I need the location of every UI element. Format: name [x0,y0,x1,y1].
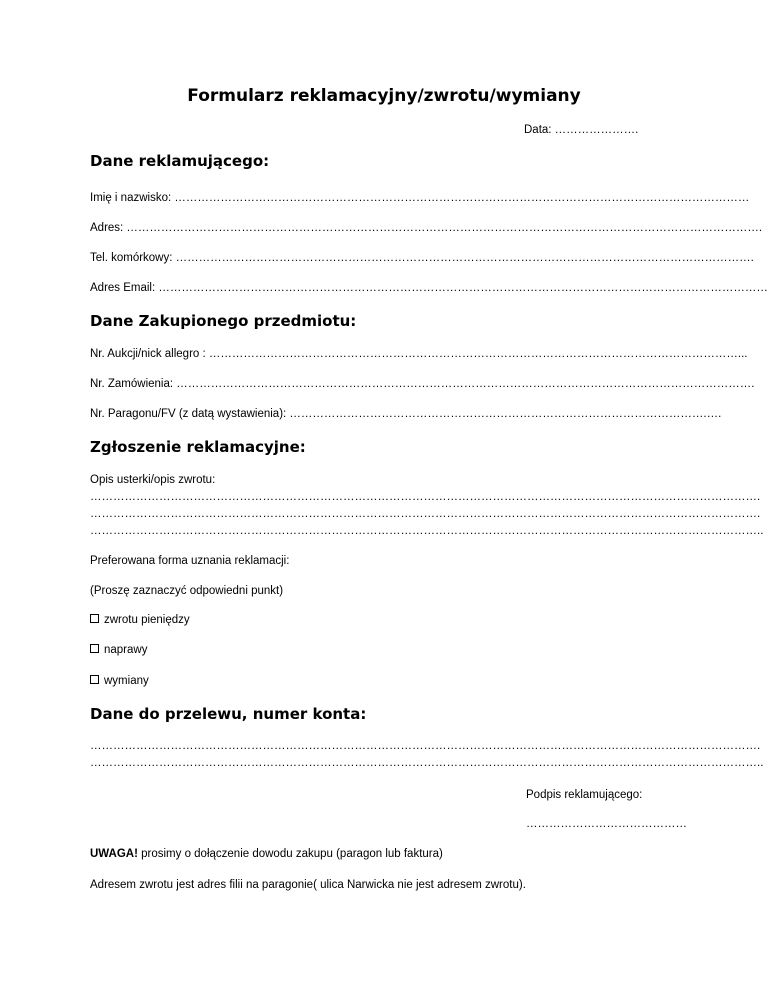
return-address-note: Adresem zwrotu jest adres filii na paragonie( ulica Narwicka nie jest adresem zwrotu). [90,879,526,891]
form-title: Formularz reklamacyjny/zwrotu/wymiany [187,86,581,106]
option-refund-label: zwrotu pieniędzy [104,614,190,626]
option-repair[interactable] [90,644,147,656]
signature-field[interactable]: …………………………………… [526,818,687,830]
checkbox-icon[interactable] [90,644,99,653]
section-heading-complaint: Zgłoszenie reklamacyjne: [90,438,306,456]
option-exchange[interactable] [90,675,149,687]
preferred-form-label: Preferowana forma uznania reklamacji: [90,555,290,567]
notice [90,848,443,860]
address-field[interactable]: Adres: …………………………………………………………………………………………………………………………………………………. [90,222,763,234]
account-line-2[interactable]: ………………………………………………………………………………………………………………………………………………………….. [90,757,764,769]
section-heading-claimant: Dane reklamującego: [90,152,270,170]
description-line-2[interactable]: …………………………………………………………………………………………………………………………………………………………. [90,508,761,520]
date-field[interactable]: Data: …………………. [524,124,639,136]
signature-label: Podpis reklamującego: [526,789,643,801]
option-refund[interactable] [90,614,190,626]
instruction-text: (Proszę zaznaczyć odpowiedni punkt) [90,585,284,597]
account-line-1[interactable]: …………………………………………………………………………………………………………………………………………………………. [90,740,761,752]
description-line-3[interactable]: ………………………………………………………………………………………………………………………………………………………….. [90,525,764,537]
name-field[interactable]: Imię i nazwisko: …………………………………………………………………………………………………………………………………… [90,192,750,204]
description-label: Opis usterki/opis zwrotu: [90,474,216,486]
checkbox-icon[interactable] [90,614,99,623]
checkbox-icon[interactable] [90,675,99,684]
notice-strong: UWAGA! [90,848,138,860]
notice-text: prosimy o dołączenie dowodu zakupu (paragon lub faktura) [137,848,443,860]
section-heading-product: Dane Zakupionego przedmiotu: [90,312,357,330]
section-heading-transfer: Dane do przelewu, numer konta: [90,705,367,723]
receipt-field[interactable]: Nr. Paragonu/FV (z datą wystawienia): ……………………………………………………………………………………………….…. [90,408,722,420]
option-repair-label: naprawy [104,644,148,656]
email-field[interactable]: Adres Email: …………………………………………………………………………………………………………………………………………… [90,282,768,294]
auction-field[interactable]: Nr. Aukcji/nick allegro : …………………………………………………………………………………………………………………………... [90,348,748,360]
order-field[interactable]: Nr. Zamówienia: ……………………………………………………………………………………………………………………………………. [90,378,755,390]
option-exchange-label: wymiany [104,675,149,687]
description-line-1[interactable]: …………………………………………………………………………………………………………………………………………………………. [90,491,761,503]
phone-field[interactable]: Tel. komórkowy: ……………………………………………………………………………………………………………………………………. [90,252,754,264]
